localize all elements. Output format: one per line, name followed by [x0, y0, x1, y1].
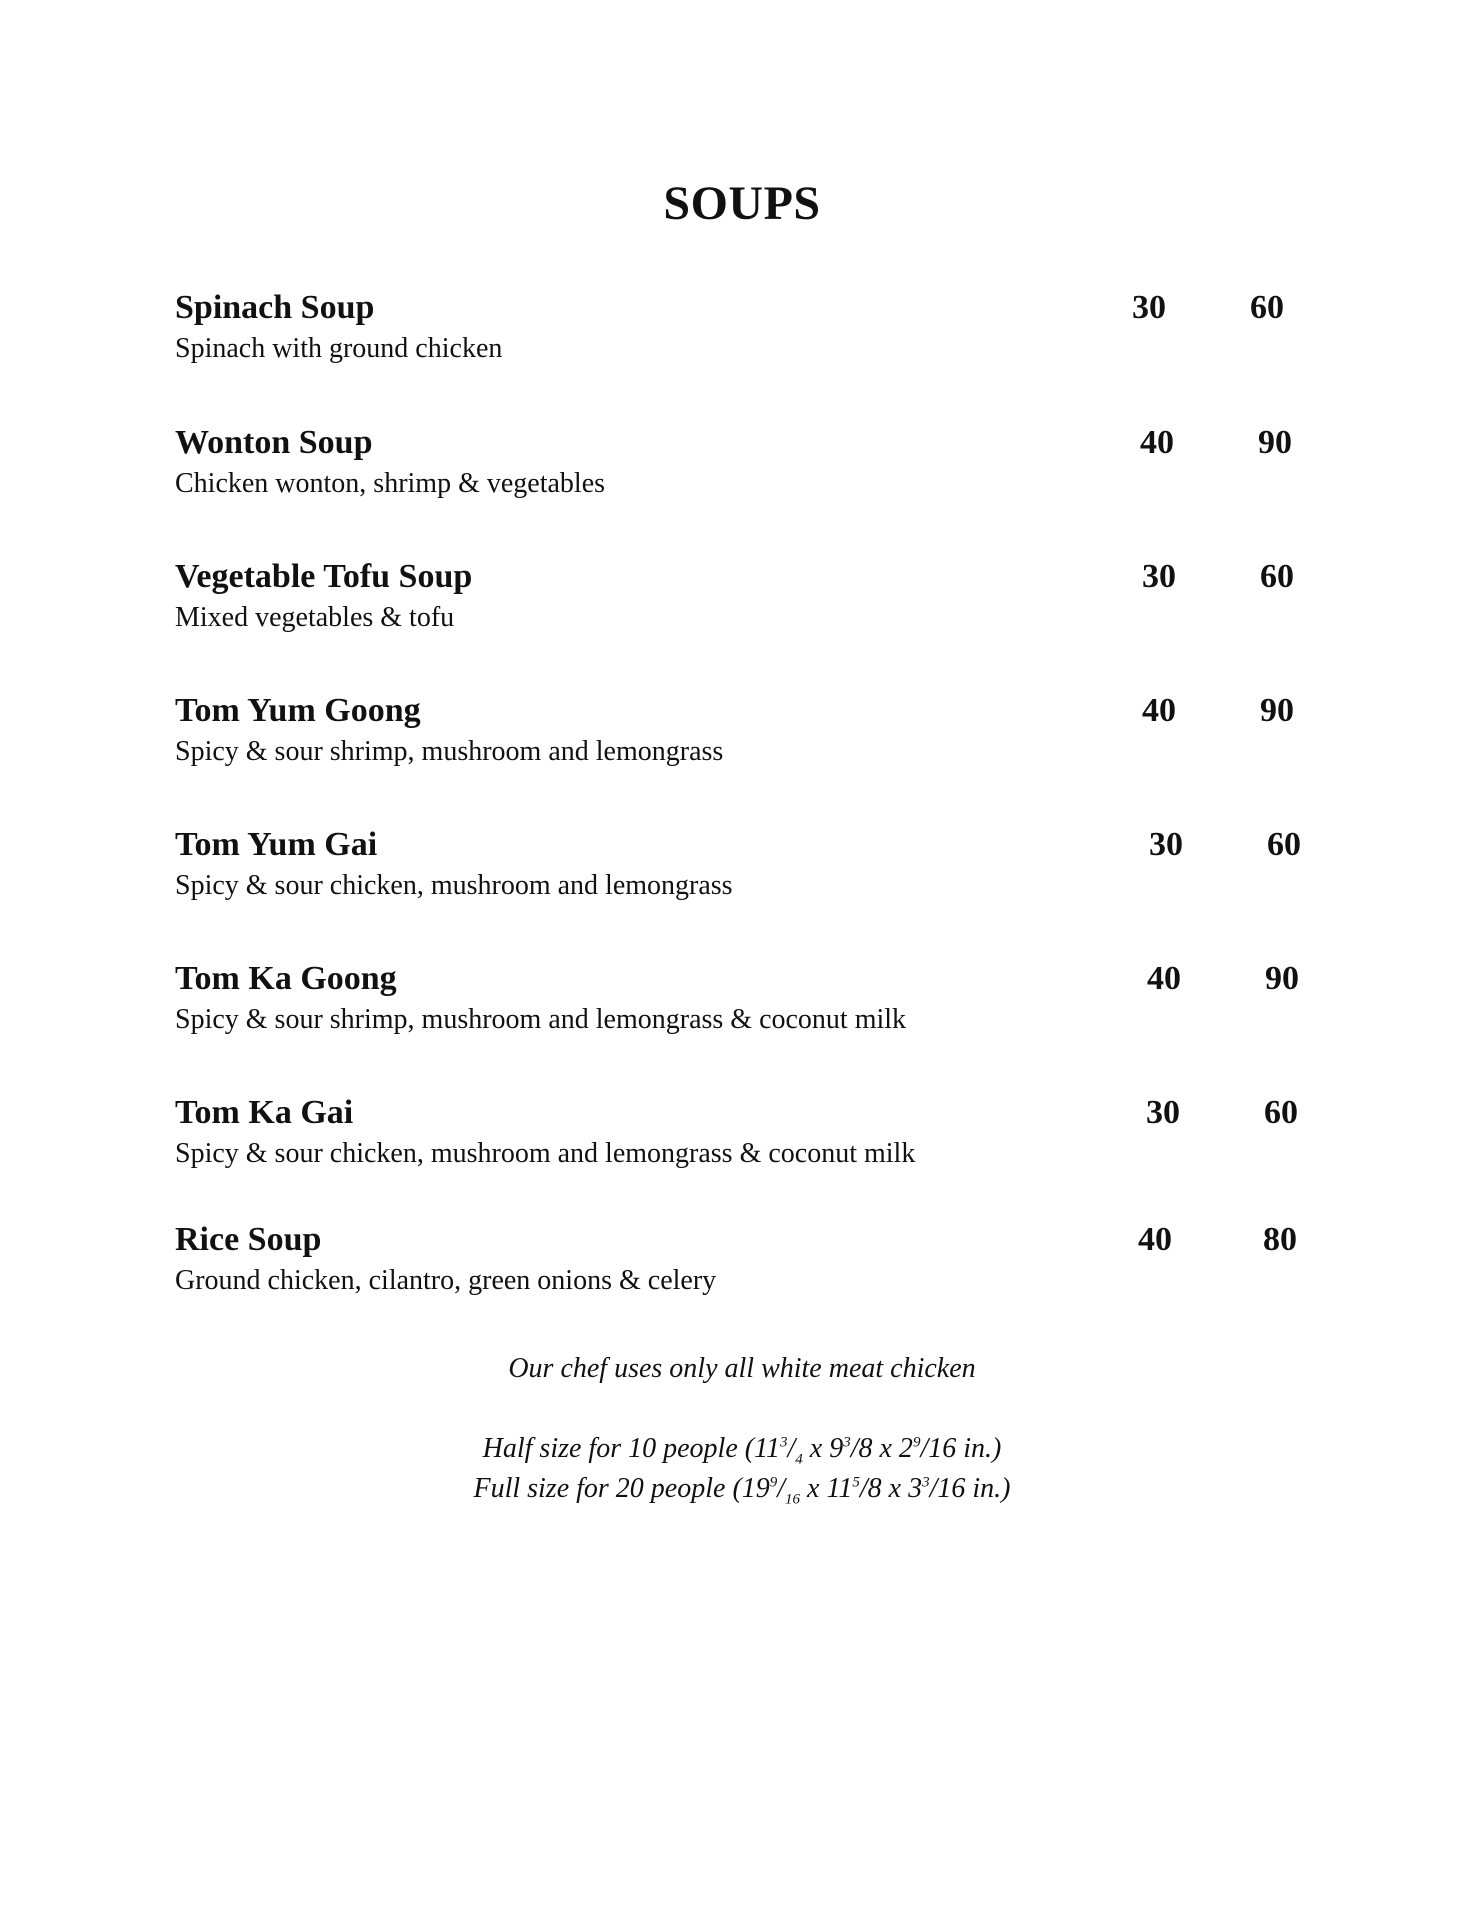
- note-text: x 9: [802, 1433, 844, 1464]
- item-description: Spicy & sour shrimp, mushroom and lemongrass: [175, 736, 724, 767]
- price-half: 40: [1138, 1221, 1172, 1258]
- chef-note: Our chef uses only all white meat chicken: [508, 1353, 976, 1384]
- fraction-numerator: 5: [852, 1474, 860, 1491]
- item-description: Ground chicken, cilantro, green onions & celery: [175, 1265, 717, 1296]
- menu-item: [175, 557, 1325, 647]
- price-half: 30: [1149, 826, 1183, 863]
- price-full: 90: [1260, 692, 1294, 729]
- price-half: 30: [1132, 289, 1166, 326]
- full-size-note: Full size for 20 people ($19^9/_{16}$ x $11^5/8$ x $3^3/16$ in.): [473, 1473, 1011, 1508]
- item-description: Spinach with ground chicken: [175, 333, 503, 364]
- fraction-numerator: 3: [922, 1474, 930, 1491]
- fraction-numerator: 3: [843, 1434, 851, 1451]
- price-half: 30: [1146, 1094, 1180, 1131]
- menu-item: [175, 288, 1325, 378]
- note-text: /8 x 2: [850, 1433, 913, 1464]
- item-name: Vegetable Tofu Soup: [175, 558, 473, 595]
- item-name: Tom Yum Gai: [175, 826, 378, 863]
- note-text: x 11: [800, 1473, 853, 1504]
- item-description: Chicken wonton, shrimp & vegetables: [175, 468, 606, 499]
- note-text: /8 x 3: [859, 1473, 923, 1504]
- price-half: 40: [1142, 692, 1176, 729]
- page-title: SOUPS: [663, 177, 821, 230]
- fraction-numerator: 9: [912, 1434, 921, 1451]
- menu-item: [175, 423, 1325, 513]
- item-description: Spicy & sour chicken, mushroom and lemongrass & coconut milk: [175, 1138, 916, 1169]
- item-name: Tom Ka Goong: [175, 960, 397, 997]
- menu-item: [175, 1220, 1325, 1310]
- price-full: 60: [1267, 826, 1301, 863]
- item-name: Spinach Soup: [175, 289, 375, 326]
- item-name: Tom Yum Goong: [175, 692, 421, 729]
- note-text: Half size for 10 people (11: [482, 1433, 780, 1464]
- menu-item: [175, 691, 1325, 781]
- price-half: 40: [1140, 424, 1174, 461]
- price-full: 60: [1260, 558, 1294, 595]
- fraction-numerator: 3: [780, 1434, 788, 1451]
- menu-item: [175, 1093, 1325, 1183]
- price-full: 60: [1250, 289, 1284, 326]
- price-full: 60: [1264, 1094, 1298, 1131]
- note-text: /16 in.): [929, 1473, 1011, 1504]
- price-half: 40: [1147, 960, 1181, 997]
- item-name: Rice Soup: [175, 1221, 322, 1258]
- item-description: Spicy & sour chicken, mushroom and lemongrass: [175, 870, 733, 901]
- half-size-note: Half size for 10 people ($11^3/_4$ x $9^3/8$ x $2^9/16$ in.): [482, 1433, 1002, 1468]
- note-text: Full size for 20 people (19: [473, 1473, 770, 1504]
- item-name: Tom Ka Gai: [175, 1094, 354, 1131]
- price-full: 80: [1263, 1221, 1297, 1258]
- item-name: Wonton Soup: [175, 424, 373, 461]
- fraction-denominator: 16: [785, 1491, 801, 1508]
- note-text: /16 in.): [920, 1433, 1002, 1464]
- fraction-denominator: 4: [795, 1451, 803, 1468]
- fraction-numerator: 9: [769, 1474, 778, 1491]
- item-description: Mixed vegetables & tofu: [175, 602, 455, 633]
- price-full: 90: [1265, 960, 1299, 997]
- price-full: 90: [1258, 424, 1292, 461]
- menu-item: [175, 959, 1325, 1049]
- menu-item: [175, 825, 1325, 915]
- item-description: Spicy & sour shrimp, mushroom and lemongrass & coconut milk: [175, 1004, 907, 1035]
- price-half: 30: [1142, 558, 1176, 595]
